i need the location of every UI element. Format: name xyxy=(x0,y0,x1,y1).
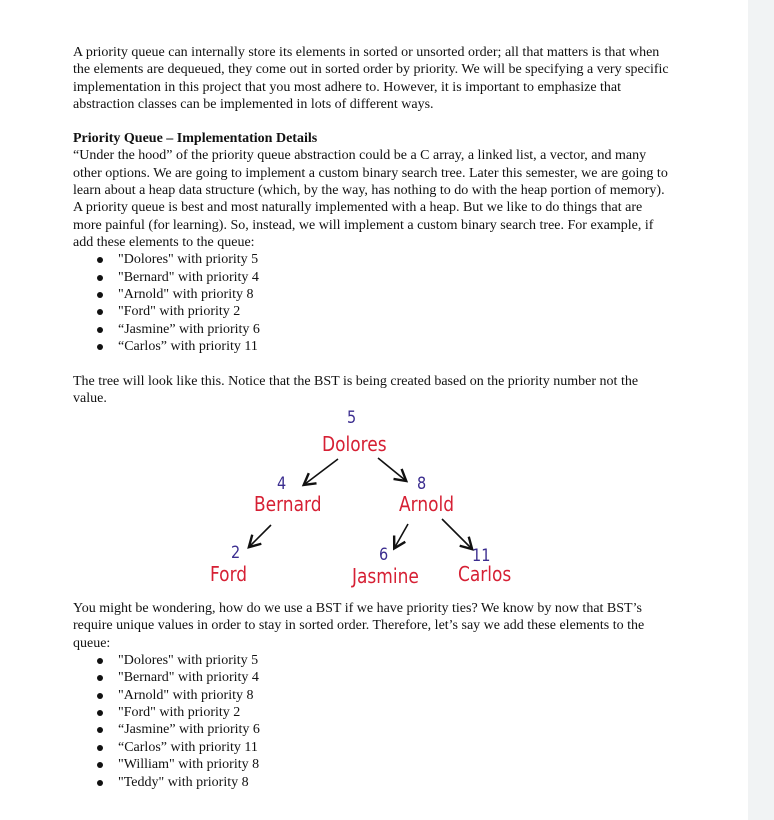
right-name: Arnold xyxy=(399,492,455,516)
list-item: “Carlos” with priority 11 xyxy=(73,739,673,756)
list-item: “Jasmine” with priority 6 xyxy=(73,321,673,338)
list-item: "William" with priority 8 xyxy=(73,756,673,773)
list-item: “Carlos” with priority 11 xyxy=(73,338,673,355)
list-item: "Bernard" with priority 4 xyxy=(73,669,673,686)
list-item: "Teddy" with priority 8 xyxy=(73,774,673,791)
tree-paragraph: The tree will look like this. Notice that the BST is being created based on the priority number not the value. xyxy=(73,373,639,406)
list-item: "Dolores" with priority 5 xyxy=(73,251,673,268)
edge-root-left xyxy=(305,459,338,484)
rightright-priority: 11 xyxy=(472,546,491,566)
left-priority: 4 xyxy=(277,474,287,494)
edge-left-leftleft xyxy=(250,525,271,546)
list-item: "Ford" with priority 2 xyxy=(73,303,673,320)
list-item: “Jasmine” with priority 6 xyxy=(73,721,673,738)
leftleft-priority: 2 xyxy=(231,543,241,563)
intro-paragraph: A priority queue can internally store its elements in sorted or unsorted order; all that matters is that when the elements are dequeued, they come out in sorted order by priority. We will be specifying a very specific implementation in this project that you most adhere to. However, it is important to emphasize that abstraction classes can be implemented in lots of different ways. xyxy=(73,45,669,112)
list-item: "Ford" with priority 2 xyxy=(73,704,673,721)
list-item: "Dolores" with priority 5 xyxy=(73,652,673,669)
rightleft-name: Jasmine xyxy=(352,564,419,588)
element-list-one xyxy=(73,251,673,355)
right-priority: 8 xyxy=(417,474,427,494)
list-item: "Bernard" with priority 4 xyxy=(73,269,673,286)
document-body-continued xyxy=(73,600,673,791)
leftleft-name: Ford xyxy=(210,562,248,586)
root-priority: 5 xyxy=(347,408,357,428)
rightleft-priority: 6 xyxy=(379,545,389,565)
list-item: "Arnold" with priority 8 xyxy=(73,286,673,303)
list-item: "Arnold" with priority 8 xyxy=(73,687,673,704)
edge-root-right xyxy=(378,458,405,480)
section-heading: Priority Queue – Implementation Details xyxy=(73,131,318,147)
details-paragraph: “Under the hood” of the priority queue abstraction could be a C array, a linked list, a vector, and many other options. We are going to implement a custom binary search tree. Later this semester, we are going to learn about a heap data structure (which, by the way, has nothing to do with the heap portion of memory). A priority queue is best and most naturally implemented with a heap. But we like to do things that are more painful (for learning). So, instead, we will implement a custom binary search tree. For example, if add these elements to the queue: xyxy=(73,148,668,250)
element-list-two xyxy=(73,652,673,791)
rightright-name: Carlos xyxy=(458,562,512,586)
root-name: Dolores xyxy=(322,432,387,456)
edge-right-rightleft xyxy=(395,524,408,547)
scroll-gutter[interactable] xyxy=(748,0,774,820)
document-body xyxy=(73,44,673,407)
ties-paragraph: You might be wondering, how do we use a BST if we have priority ties? We know by now that BST’s require unique values in order to stay in sorted order. Therefore, let’s say we add these elements to the queue: xyxy=(73,601,645,651)
left-name: Bernard xyxy=(254,492,322,516)
edge-right-rightright xyxy=(442,519,471,548)
bst-diagram xyxy=(205,408,525,592)
